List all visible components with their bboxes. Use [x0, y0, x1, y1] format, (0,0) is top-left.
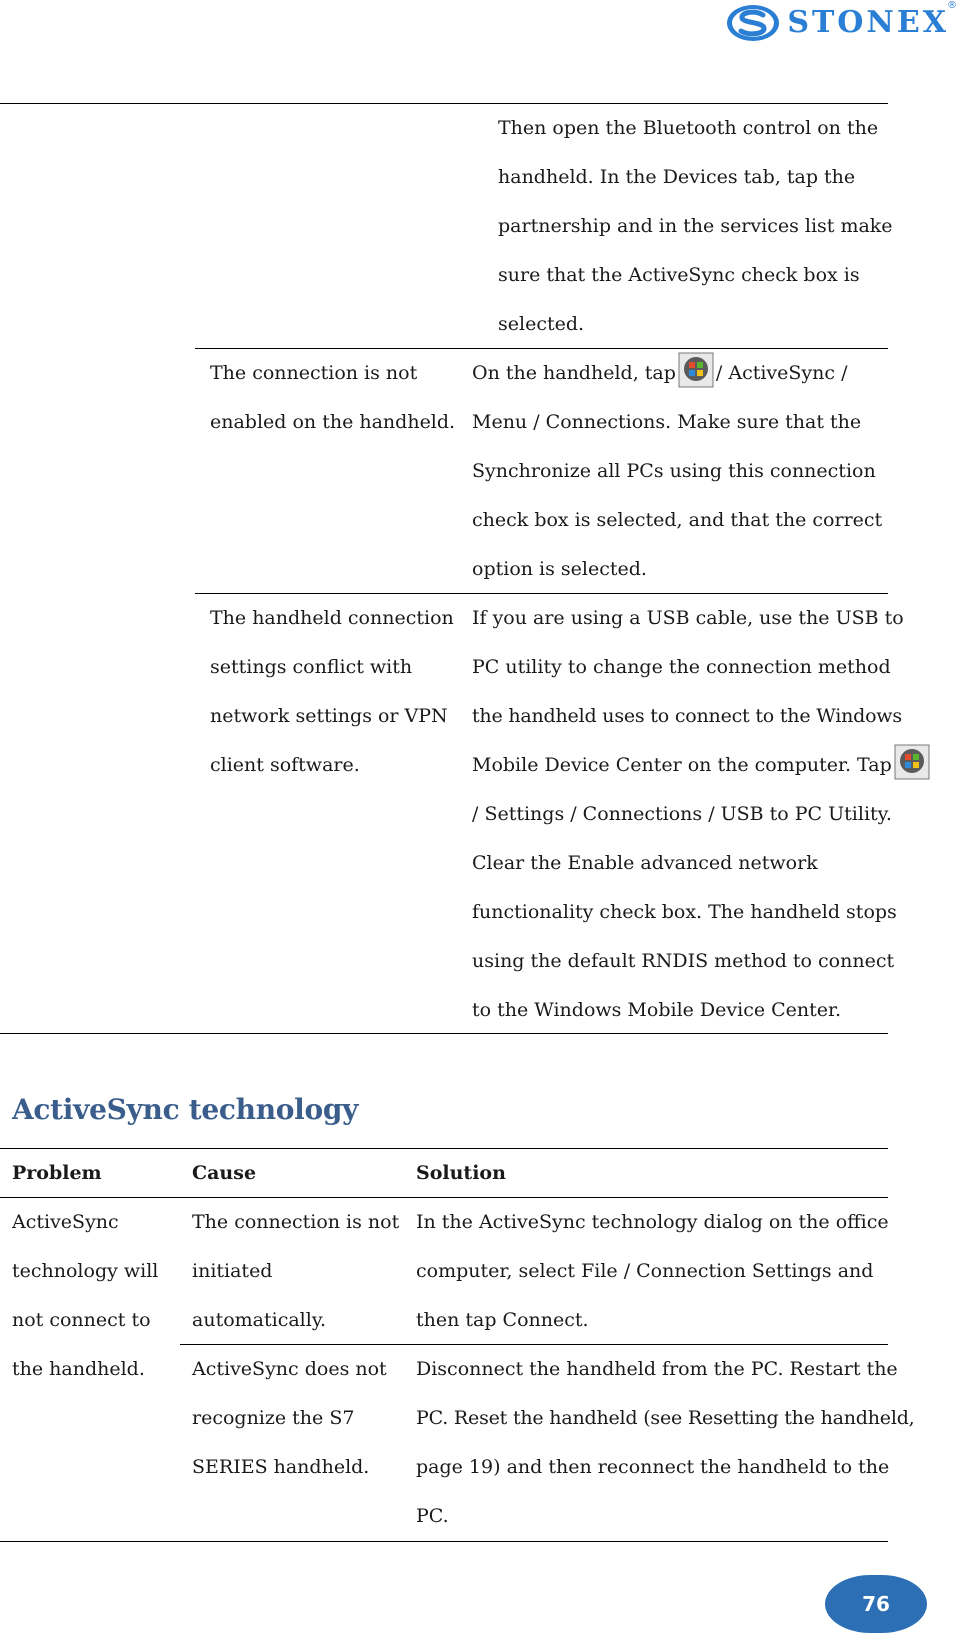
solution-text: partnership and in the services list make — [498, 215, 893, 237]
windows-start-icon — [894, 744, 930, 780]
solution-text-part: On the handheld, tap — [472, 362, 676, 384]
column-header-problem: Problem — [12, 1162, 102, 1184]
cause-text: The connection is not — [210, 362, 418, 384]
solution-text: functionality check box. The handheld stops — [472, 901, 897, 923]
cause-text: initiated — [192, 1260, 273, 1282]
column-header-solution: Solution — [416, 1162, 506, 1184]
solution-text: Clear the Enable advanced network — [472, 852, 818, 874]
solution-text-part: / ActiveSync / — [715, 362, 848, 384]
solution-text: option is selected. — [472, 558, 647, 580]
cause-text: ActiveSync does not — [192, 1358, 387, 1380]
cause-text: enabled on the handheld. — [210, 411, 456, 433]
page-number-badge — [825, 1575, 927, 1633]
table-bottom-rule — [0, 1033, 888, 1034]
solution-text: using the default RNDIS method to connect — [472, 950, 895, 972]
solution-text: Disconnect the handheld from the PC. Restart the — [416, 1358, 898, 1380]
problem-text: technology will — [12, 1260, 159, 1282]
windows-start-icon — [678, 352, 714, 388]
solution-text: then tap Connect. — [416, 1309, 589, 1331]
section-heading: ActiveSync technology — [12, 1093, 359, 1126]
cause-text: recognize the S7 — [192, 1407, 355, 1429]
solution-text: Then open the Bluetooth control on the — [498, 117, 879, 139]
solution-text: computer, select File / Connection Settings and — [416, 1260, 874, 1282]
problem-text: not connect to — [12, 1309, 151, 1331]
table-bottom-rule — [0, 1541, 888, 1542]
cause-text: The connection is not — [192, 1211, 400, 1233]
solution-text: page 19) and then reconnect the handheld to the — [416, 1456, 890, 1478]
solution-text: sure that the ActiveSync check box is — [498, 264, 860, 286]
column-header-cause: Cause — [192, 1162, 257, 1184]
cause-text: The handheld connection — [210, 607, 454, 629]
solution-text: If you are using a USB cable, use the USB to — [472, 607, 904, 629]
stonex-s-logo-icon — [725, 3, 781, 43]
solution-text: handheld. In the Devices tab, tap the — [498, 166, 856, 188]
solution-text: / Settings / Connections / USB to PC Utility. — [472, 803, 892, 825]
cause-text: network settings or VPN — [210, 705, 448, 727]
solution-text — [472, 349, 847, 398]
solution-text: PC. Reset the handheld (see Resetting the handheld, — [416, 1407, 915, 1429]
solution-text: Synchronize all PCs using this connection — [472, 460, 876, 482]
registered-mark: ® — [947, 0, 957, 11]
solution-text: the handheld uses to connect to the Windows — [472, 705, 902, 727]
cause-text: SERIES handheld. — [192, 1456, 370, 1478]
solution-text: check box is selected, and that the correct — [472, 509, 883, 531]
solution-text-part: Mobile Device Center on the computer. Tap — [472, 754, 892, 776]
cause-text: client software. — [210, 754, 360, 776]
stonex-logo — [725, 0, 957, 44]
solution-text: selected. — [498, 313, 585, 335]
page-number: 76 — [862, 1592, 890, 1616]
solution-text: to the Windows Mobile Device Center. — [472, 999, 842, 1021]
logo-text: STONEX — [787, 5, 949, 40]
solution-text: In the ActiveSync technology dialog on the office — [416, 1211, 889, 1233]
problem-text: ActiveSync — [12, 1211, 119, 1233]
solution-text: PC utility to change the connection method — [472, 656, 891, 678]
cause-text: settings conflict with — [210, 656, 413, 678]
solution-text: Menu / Connections. Make sure that the — [472, 411, 862, 433]
solution-text: PC. — [416, 1505, 449, 1527]
problem-text: the handheld. — [12, 1358, 145, 1380]
solution-text — [472, 741, 932, 790]
cause-text: automatically. — [192, 1309, 327, 1331]
